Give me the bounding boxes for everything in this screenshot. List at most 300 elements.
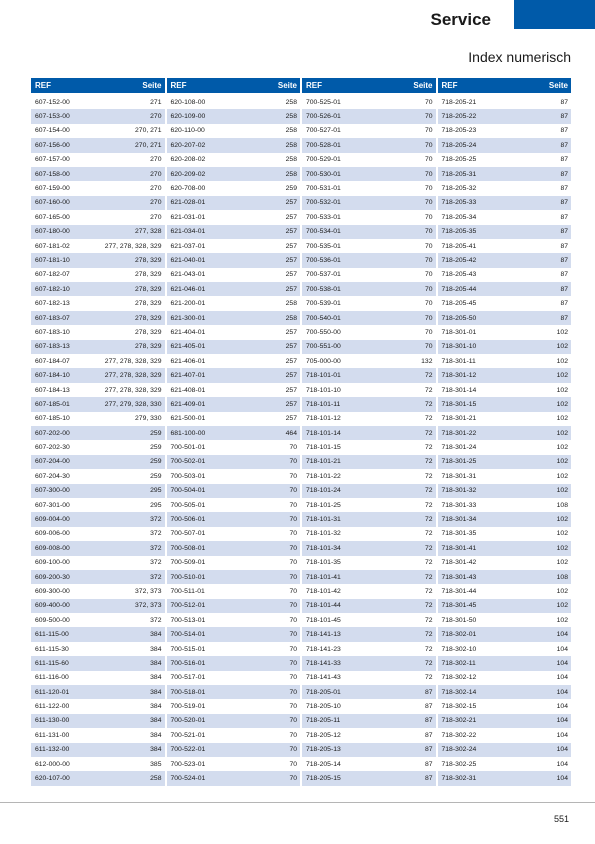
table-row — [167, 426, 301, 440]
ref-number: 700-507-01 — [170, 530, 206, 538]
ref-number: 621-404-01 — [170, 328, 206, 336]
table-row — [31, 613, 165, 627]
page-reference: 70 — [424, 141, 433, 149]
table-row — [438, 455, 572, 469]
page-reference: 102 — [556, 458, 568, 466]
index-column — [167, 78, 301, 786]
page-reference: 70 — [424, 285, 433, 293]
page-reference: 372 — [150, 544, 162, 552]
page-reference: 384 — [150, 746, 162, 754]
page-reference: 70 — [424, 343, 433, 351]
table-row — [302, 699, 436, 713]
table-row — [438, 239, 572, 253]
ref-number: 700-520-01 — [170, 717, 206, 725]
ref-number: 718-205-32 — [441, 185, 477, 193]
page-reference: 279, 330 — [135, 415, 162, 423]
table-row — [31, 728, 165, 742]
table-row — [167, 498, 301, 512]
table-row — [302, 757, 436, 771]
table-row — [438, 368, 572, 382]
table-row — [31, 153, 165, 167]
ref-number: 607-181-10 — [35, 256, 70, 264]
table-row — [167, 253, 301, 267]
ref-number: 621-409-01 — [170, 400, 206, 408]
page-reference: 70 — [289, 544, 297, 552]
page-reference: 72 — [424, 516, 433, 524]
table-row — [31, 699, 165, 713]
ref-number: 718-101-35 — [306, 559, 341, 567]
page-reference: 257 — [285, 285, 297, 293]
ref-number: 718-205-11 — [306, 717, 341, 725]
page-reference: 372 — [150, 516, 162, 524]
ref-number: 718-301-41 — [441, 544, 477, 552]
ref-number: 700-504-01 — [170, 487, 206, 495]
page-reference: 87 — [424, 717, 433, 725]
ref-number: 718-101-21 — [306, 458, 341, 466]
page-reference: 87 — [424, 746, 433, 754]
table-row — [31, 584, 165, 598]
table-row — [302, 253, 436, 267]
table-row — [31, 340, 165, 354]
ref-number: 718-302-11 — [441, 659, 476, 667]
ref-number: 621-200-01 — [170, 300, 206, 308]
table-row — [438, 124, 572, 138]
page-reference: 70 — [424, 199, 433, 207]
page-reference: 70 — [424, 98, 433, 106]
page-reference: 270, 271 — [135, 141, 162, 149]
table-row — [438, 771, 572, 785]
table-row — [167, 95, 301, 109]
table-row — [167, 771, 301, 785]
page-reference: 278, 329 — [135, 314, 162, 322]
page-reference: 102 — [556, 472, 568, 480]
page-reference: 372 — [150, 530, 162, 538]
ref-number: 700-539-01 — [306, 300, 341, 308]
ref-number: 700-535-01 — [306, 242, 341, 250]
ref-number: 700-531-01 — [306, 185, 341, 193]
ref-number: 607-181-02 — [35, 242, 70, 250]
table-row — [31, 124, 165, 138]
page-reference: 70 — [424, 300, 433, 308]
table-row — [167, 757, 301, 771]
ref-number: 718-205-33 — [441, 199, 477, 207]
page-reference: 258 — [285, 113, 297, 121]
index-title: Index numerisch — [468, 49, 571, 65]
ref-number: 611-120-01 — [35, 688, 70, 696]
page-reference: 104 — [556, 674, 568, 682]
ref-number: 718-205-34 — [441, 213, 477, 221]
page-reference: 277, 278, 328, 329 — [104, 357, 162, 365]
table-row — [167, 570, 301, 584]
ref-number: 620-208-02 — [170, 156, 206, 164]
page-reference: 70 — [289, 674, 297, 682]
table-row — [167, 556, 301, 570]
ref-number: 607-183-10 — [35, 328, 70, 336]
page-reference: 108 — [556, 573, 568, 581]
page-reference: 70 — [289, 631, 297, 639]
page-reference: 257 — [285, 228, 297, 236]
ref-number: 718-101-45 — [306, 616, 341, 624]
ref-number: 718-205-43 — [441, 271, 477, 279]
ref-number: 718-301-33 — [441, 501, 477, 509]
page-reference: 257 — [285, 256, 297, 264]
ref-number: 620-708-00 — [170, 185, 206, 193]
page-reference: 104 — [556, 631, 568, 639]
table-row — [438, 109, 572, 123]
ref-number: 718-101-31 — [306, 516, 341, 524]
table-row — [438, 599, 572, 613]
table-row — [31, 484, 165, 498]
page-reference: 257 — [285, 357, 297, 365]
page-reference: 259 — [285, 185, 297, 193]
table-row — [438, 527, 572, 541]
column-rows — [302, 95, 436, 786]
page-reference: 384 — [150, 688, 162, 696]
page-reference: 270, 271 — [135, 127, 162, 135]
page-reference: 70 — [289, 645, 297, 653]
ref-number: 700-521-01 — [170, 731, 206, 739]
ref-number: 705-000-00 — [306, 357, 341, 365]
page-reference: 104 — [556, 703, 568, 711]
page-reference: 270 — [150, 185, 162, 193]
page-reference: 72 — [424, 372, 433, 380]
page-reference: 270 — [150, 156, 162, 164]
table-row — [302, 512, 436, 526]
index-table — [31, 78, 571, 786]
table-row — [31, 426, 165, 440]
table-row — [167, 469, 301, 483]
table-row — [31, 757, 165, 771]
table-row — [31, 498, 165, 512]
ref-number: 611-130-00 — [35, 717, 70, 725]
table-row — [31, 239, 165, 253]
ref-number: 718-301-34 — [441, 516, 477, 524]
page-reference: 87 — [424, 775, 433, 783]
section-title: Service — [430, 10, 491, 29]
page-reference: 258 — [285, 98, 297, 106]
ref-number: 700-522-01 — [170, 746, 206, 754]
ref-number: 611-122-00 — [35, 703, 70, 711]
page-reference: 295 — [150, 487, 162, 495]
table-row — [438, 296, 572, 310]
table-row — [31, 469, 165, 483]
ref-number: 700-505-01 — [170, 501, 206, 509]
page-reference: 72 — [424, 544, 433, 552]
ref-number: 700-536-01 — [306, 256, 341, 264]
table-row — [302, 138, 436, 152]
table-row — [438, 570, 572, 584]
page-reference: 70 — [289, 501, 297, 509]
table-row — [438, 627, 572, 641]
page-reference: 104 — [556, 717, 568, 725]
ref-number: 621-034-01 — [170, 228, 206, 236]
ref-number: 718-205-25 — [441, 156, 477, 164]
ref-number: 607-182-07 — [35, 271, 70, 279]
table-row — [31, 181, 165, 195]
table-row — [31, 95, 165, 109]
page-reference: 384 — [150, 717, 162, 725]
ref-number: 609-300-00 — [35, 587, 70, 595]
table-row — [31, 412, 165, 426]
table-row — [438, 153, 572, 167]
page-reference: 70 — [289, 775, 297, 783]
ref-number: 700-530-01 — [306, 170, 341, 178]
table-row — [438, 556, 572, 570]
page-reference: 257 — [285, 328, 297, 336]
table-row — [167, 584, 301, 598]
ref-number: 700-538-01 — [306, 285, 341, 293]
ref-number: 718-301-01 — [441, 328, 477, 336]
table-row — [438, 196, 572, 210]
page-reference: 70 — [289, 760, 297, 768]
table-row — [167, 541, 301, 555]
table-row — [438, 340, 572, 354]
ref-number: 718-141-23 — [306, 645, 341, 653]
column-rows — [167, 95, 301, 786]
page-reference: 87 — [560, 199, 568, 207]
table-row — [438, 95, 572, 109]
table-row — [302, 239, 436, 253]
table-row — [167, 282, 301, 296]
table-row — [438, 541, 572, 555]
page-reference: 70 — [289, 703, 297, 711]
page-reference: 70 — [289, 458, 297, 466]
table-row — [167, 671, 301, 685]
ref-number: 621-037-01 — [170, 242, 206, 250]
table-row — [438, 412, 572, 426]
table-row — [167, 685, 301, 699]
table-row — [438, 253, 572, 267]
table-row — [167, 109, 301, 123]
table-row — [438, 498, 572, 512]
table-row — [31, 383, 165, 397]
ref-number: 609-004-00 — [35, 516, 70, 524]
page-reference: 257 — [285, 400, 297, 408]
page-reference: 384 — [150, 731, 162, 739]
ref-number: 612-000-00 — [35, 760, 70, 768]
page-reference: 87 — [424, 731, 433, 739]
table-row — [167, 354, 301, 368]
table-row — [438, 383, 572, 397]
table-row — [438, 685, 572, 699]
table-row — [31, 541, 165, 555]
ref-number: 700-502-01 — [170, 458, 206, 466]
ref-number: 718-205-01 — [306, 688, 341, 696]
page-reference: 70 — [424, 127, 433, 135]
ref-number: 607-154-00 — [35, 127, 70, 135]
table-row — [302, 527, 436, 541]
ref-number: 718-302-14 — [441, 688, 477, 696]
table-row — [31, 138, 165, 152]
table-row — [302, 167, 436, 181]
table-row — [302, 153, 436, 167]
table-row — [302, 124, 436, 138]
page-header: Seite — [413, 81, 433, 90]
page-reference: 87 — [424, 703, 433, 711]
ref-header: REF — [170, 81, 187, 90]
ref-number: 611-115-60 — [35, 659, 69, 667]
table-row — [31, 311, 165, 325]
column-rows — [438, 95, 572, 786]
ref-number: 607-180-00 — [35, 228, 70, 236]
table-row — [31, 282, 165, 296]
ref-number: 700-509-01 — [170, 559, 206, 567]
table-row — [167, 656, 301, 670]
page-reference: 87 — [560, 271, 568, 279]
page-reference: 70 — [289, 487, 297, 495]
table-row — [438, 225, 572, 239]
ref-number: 607-158-00 — [35, 170, 70, 178]
page-reference: 72 — [424, 530, 433, 538]
index-column — [302, 78, 436, 786]
ref-number: 700-540-01 — [306, 314, 341, 322]
page-reference: 70 — [289, 573, 297, 581]
page-reference: 384 — [150, 659, 162, 667]
page-reference: 87 — [560, 113, 568, 121]
page-reference: 257 — [285, 242, 297, 250]
ref-number: 718-205-22 — [441, 113, 477, 121]
table-row — [167, 239, 301, 253]
page-reference: 70 — [289, 717, 297, 725]
ref-number: 611-132-00 — [35, 746, 70, 754]
table-row — [302, 268, 436, 282]
table-row — [302, 354, 436, 368]
table-row — [438, 268, 572, 282]
ref-number: 607-185-10 — [35, 415, 70, 423]
page-reference: 372 — [150, 573, 162, 581]
table-row — [438, 512, 572, 526]
page-reference: 102 — [556, 530, 568, 538]
table-row — [438, 210, 572, 224]
table-row — [31, 642, 165, 656]
table-row — [31, 210, 165, 224]
ref-number: 718-101-42 — [306, 587, 341, 595]
ref-number: 718-205-31 — [441, 170, 477, 178]
table-row — [302, 397, 436, 411]
table-row — [167, 124, 301, 138]
table-row — [167, 153, 301, 167]
table-row — [438, 584, 572, 598]
page-reference: 72 — [424, 429, 433, 437]
table-row — [31, 325, 165, 339]
table-row — [302, 296, 436, 310]
page-reference: 102 — [556, 559, 568, 567]
ref-number: 611-115-30 — [35, 645, 69, 653]
ref-number: 718-141-33 — [306, 659, 341, 667]
ref-number: 718-101-10 — [306, 386, 341, 394]
ref-number: 718-101-14 — [306, 429, 341, 437]
page-reference: 70 — [289, 530, 297, 538]
ref-number: 718-141-13 — [306, 631, 341, 639]
page-reference: 102 — [556, 386, 568, 394]
ref-number: 621-040-01 — [170, 256, 206, 264]
ref-number: 718-205-21 — [441, 98, 477, 106]
ref-number: 718-101-41 — [306, 573, 341, 581]
table-row — [167, 311, 301, 325]
ref-number: 607-159-00 — [35, 185, 70, 193]
page-reference: 70 — [424, 113, 433, 121]
page-reference: 104 — [556, 731, 568, 739]
page-reference: 259 — [150, 472, 162, 480]
page-reference: 72 — [424, 602, 433, 610]
page-reference: 270 — [150, 113, 162, 121]
ref-number: 718-301-44 — [441, 587, 477, 595]
ref-number: 718-101-22 — [306, 472, 341, 480]
page-reference: 258 — [285, 314, 297, 322]
page-reference: 72 — [424, 616, 433, 624]
page-reference: 70 — [424, 185, 433, 193]
page-reference: 70 — [289, 516, 297, 524]
page-reference: 72 — [424, 487, 433, 495]
ref-number: 681-100-00 — [170, 429, 206, 437]
page-reference: 384 — [150, 645, 162, 653]
page-reference: 277, 328 — [135, 228, 162, 236]
table-row — [31, 743, 165, 757]
table-row — [31, 196, 165, 210]
ref-number: 607-204-00 — [35, 458, 70, 466]
page-header: Seite — [548, 81, 568, 90]
page-reference: 372 — [150, 559, 162, 567]
ref-number: 700-523-01 — [170, 760, 206, 768]
page-reference: 87 — [560, 228, 568, 236]
page-reference: 87 — [560, 156, 568, 164]
page-reference: 102 — [556, 357, 568, 365]
table-row — [302, 541, 436, 555]
page-reference: 259 — [150, 458, 162, 466]
page-reference: 384 — [150, 703, 162, 711]
table-row — [167, 642, 301, 656]
ref-number: 718-301-24 — [441, 444, 477, 452]
page-reference: 102 — [556, 343, 568, 351]
table-row — [167, 412, 301, 426]
ref-number: 718-205-12 — [306, 731, 341, 739]
ref-number: 718-302-15 — [441, 703, 477, 711]
page-reference: 72 — [424, 659, 433, 667]
ref-number: 609-006-00 — [35, 530, 70, 538]
ref-number: 718-301-10 — [441, 343, 477, 351]
ref-number: 607-153-00 — [35, 113, 70, 121]
page-reference: 104 — [556, 645, 568, 653]
table-row — [167, 225, 301, 239]
page-reference: 102 — [556, 587, 568, 595]
ref-number: 621-407-01 — [170, 372, 206, 380]
page-reference: 87 — [560, 300, 568, 308]
page-reference: 278, 329 — [135, 328, 162, 336]
page-reference: 72 — [424, 631, 433, 639]
ref-number: 718-205-14 — [306, 760, 341, 768]
brand-color-bar — [514, 0, 595, 29]
ref-number: 607-184-07 — [35, 357, 70, 365]
table-row — [302, 469, 436, 483]
ref-number: 700-528-01 — [306, 141, 341, 149]
table-row — [302, 210, 436, 224]
table-row — [438, 354, 572, 368]
page-reference: 277, 278, 328, 329 — [104, 386, 162, 394]
table-row — [167, 181, 301, 195]
page-reference: 270 — [150, 213, 162, 221]
page-reference: 278, 329 — [135, 343, 162, 351]
ref-number: 607-185-01 — [35, 400, 70, 408]
ref-number: 620-110-00 — [170, 127, 205, 135]
page-reference: 257 — [285, 213, 297, 221]
ref-number: 607-152-00 — [35, 98, 70, 106]
ref-number: 718-301-31 — [441, 472, 477, 480]
ref-number: 700-527-01 — [306, 127, 341, 135]
page-reference: 87 — [560, 170, 568, 178]
page-reference: 72 — [424, 645, 433, 653]
page-number: 551 — [553, 814, 569, 824]
column-rows — [31, 95, 165, 786]
